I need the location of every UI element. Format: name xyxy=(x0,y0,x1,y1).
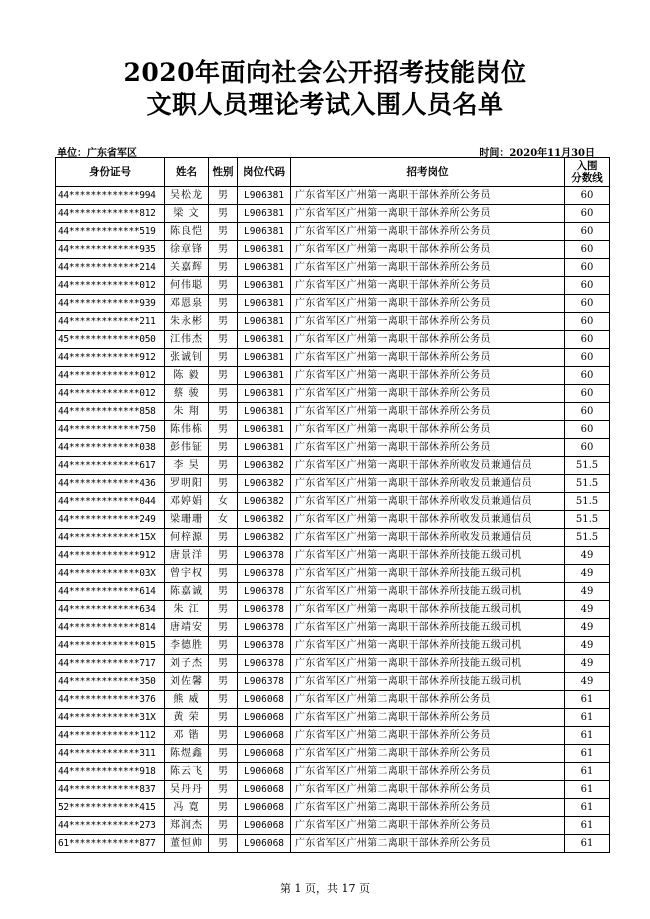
table-row xyxy=(56,241,610,259)
position-cell: 广东省军区广州第一离职干部休养所公务员 xyxy=(291,331,565,349)
table-row xyxy=(56,349,610,367)
code-cell: L906381 xyxy=(238,205,291,223)
sex-cell: 男 xyxy=(209,205,238,223)
score-cell: 60 xyxy=(565,187,610,205)
id-cell: 44*************038 xyxy=(56,439,165,457)
table-row xyxy=(56,763,610,781)
name-cell: 关嘉辉 xyxy=(165,259,209,277)
table-row xyxy=(56,259,610,277)
position-cell: 广东省军区广州第二离职干部休养所公务员 xyxy=(291,691,565,709)
name-cell: 江伟杰 xyxy=(165,331,209,349)
table-row xyxy=(56,403,610,421)
id-cell: 44*************812 xyxy=(56,205,165,223)
table-row xyxy=(56,817,610,835)
sex-cell: 男 xyxy=(209,745,238,763)
table-row xyxy=(56,439,610,457)
position-cell: 广东省军区广州第一离职干部休养所公务员 xyxy=(291,349,565,367)
id-cell: 44*************912 xyxy=(56,349,165,367)
position-cell: 广东省军区广州第一离职干部休养所收发员兼通信员 xyxy=(291,493,565,511)
table-header-row xyxy=(56,158,610,187)
id-cell: 44*************912 xyxy=(56,547,165,565)
sex-cell: 男 xyxy=(209,547,238,565)
position-cell: 广东省军区广州第一离职干部休养所技能五级司机 xyxy=(291,547,565,565)
code-cell: L906378 xyxy=(238,673,291,691)
code-cell: L906378 xyxy=(238,583,291,601)
code-cell: L906068 xyxy=(238,745,291,763)
table-row xyxy=(56,781,610,799)
position-cell: 广东省军区广州第一离职干部休养所公务员 xyxy=(291,259,565,277)
score-cell: 60 xyxy=(565,385,610,403)
code-cell: L906068 xyxy=(238,799,291,817)
score-cell: 49 xyxy=(565,565,610,583)
code-cell: L906381 xyxy=(238,277,291,295)
score-cell: 61 xyxy=(565,745,610,763)
id-cell: 44*************273 xyxy=(56,817,165,835)
score-cell: 60 xyxy=(565,313,610,331)
code-cell: L906381 xyxy=(238,295,291,313)
code-cell: L906378 xyxy=(238,547,291,565)
sex-cell: 男 xyxy=(209,817,238,835)
position-cell: 广东省军区广州第一离职干部休养所公务员 xyxy=(291,223,565,241)
code-cell: L906381 xyxy=(238,439,291,457)
score-cell: 61 xyxy=(565,691,610,709)
table-row xyxy=(56,601,610,619)
id-cell: 44*************249 xyxy=(56,511,165,529)
id-cell: 44*************376 xyxy=(56,691,165,709)
header-position: 招考岗位 xyxy=(291,158,565,187)
position-cell: 广东省军区广州第二离职干部休养所公务员 xyxy=(291,835,565,853)
position-cell: 广东省军区广州第二离职干部休养所公务员 xyxy=(291,745,565,763)
header-score-line2: 分数线 xyxy=(571,172,603,184)
score-cell: 61 xyxy=(565,709,610,727)
id-cell: 44*************634 xyxy=(56,601,165,619)
code-cell: L906381 xyxy=(238,223,291,241)
id-cell: 44*************617 xyxy=(56,457,165,475)
id-cell: 44*************519 xyxy=(56,223,165,241)
score-cell: 49 xyxy=(565,655,610,673)
name-cell: 黄 荣 xyxy=(165,709,209,727)
position-cell: 广东省军区广州第二离职干部休养所公务员 xyxy=(291,817,565,835)
sex-cell: 男 xyxy=(209,439,238,457)
score-cell: 60 xyxy=(565,259,610,277)
sex-cell: 男 xyxy=(209,727,238,745)
code-cell: L906381 xyxy=(238,241,291,259)
id-cell: 44*************814 xyxy=(56,619,165,637)
name-cell: 梁珊珊 xyxy=(165,511,209,529)
code-cell: L906382 xyxy=(238,511,291,529)
name-cell: 熊 威 xyxy=(165,691,209,709)
id-cell: 52*************415 xyxy=(56,799,165,817)
table-row xyxy=(56,385,610,403)
score-cell: 61 xyxy=(565,727,610,745)
code-cell: L906381 xyxy=(238,421,291,439)
table-row xyxy=(56,583,610,601)
candidate-table xyxy=(55,157,610,853)
sex-cell: 男 xyxy=(209,259,238,277)
score-cell: 60 xyxy=(565,349,610,367)
name-cell: 邓婷娟 xyxy=(165,493,209,511)
sex-cell: 男 xyxy=(209,421,238,439)
sex-cell: 男 xyxy=(209,835,238,853)
table-row xyxy=(56,313,610,331)
name-cell: 刘佐馨 xyxy=(165,673,209,691)
sex-cell: 男 xyxy=(209,691,238,709)
name-cell: 陈 毅 xyxy=(165,367,209,385)
sex-cell: 男 xyxy=(209,583,238,601)
name-cell: 徐章锋 xyxy=(165,241,209,259)
sex-cell: 男 xyxy=(209,295,238,313)
table-row xyxy=(56,709,610,727)
code-cell: L906382 xyxy=(238,529,291,547)
code-cell: L906381 xyxy=(238,385,291,403)
id-cell: 44*************750 xyxy=(56,421,165,439)
table-row xyxy=(56,277,610,295)
position-cell: 广东省军区广州第一离职干部休养所技能五级司机 xyxy=(291,655,565,673)
sex-cell: 男 xyxy=(209,619,238,637)
sex-cell: 男 xyxy=(209,223,238,241)
position-cell: 广东省军区广州第一离职干部休养所公务员 xyxy=(291,403,565,421)
position-cell: 广东省军区广州第一离职干部休养所公务员 xyxy=(291,313,565,331)
id-cell: 44*************012 xyxy=(56,385,165,403)
name-cell: 邓恩泉 xyxy=(165,295,209,313)
name-cell: 李德胜 xyxy=(165,637,209,655)
position-cell: 广东省军区广州第一离职干部休养所技能五级司机 xyxy=(291,583,565,601)
position-cell: 广东省军区广州第一离职干部休养所收发员兼通信员 xyxy=(291,457,565,475)
table-row xyxy=(56,547,610,565)
id-cell: 45*************050 xyxy=(56,331,165,349)
code-cell: L906381 xyxy=(238,313,291,331)
code-cell: L906068 xyxy=(238,727,291,745)
sex-cell: 男 xyxy=(209,403,238,421)
id-cell: 44*************436 xyxy=(56,475,165,493)
code-cell: L906068 xyxy=(238,781,291,799)
table-row xyxy=(56,493,610,511)
position-cell: 广东省军区广州第二离职干部休养所公务员 xyxy=(291,763,565,781)
id-cell: 44*************31X xyxy=(56,709,165,727)
table-row xyxy=(56,475,610,493)
score-cell: 61 xyxy=(565,835,610,853)
sex-cell: 男 xyxy=(209,637,238,655)
table-row xyxy=(56,835,610,853)
id-cell: 61*************877 xyxy=(56,835,165,853)
table-body xyxy=(56,187,610,853)
position-cell: 广东省军区广州第一离职干部休养所技能五级司机 xyxy=(291,601,565,619)
position-cell: 广东省军区广州第一离职干部休养所公务员 xyxy=(291,439,565,457)
name-cell: 蔡 骏 xyxy=(165,385,209,403)
sex-cell: 男 xyxy=(209,457,238,475)
position-cell: 广东省军区广州第一离职干部休养所公务员 xyxy=(291,295,565,313)
table-row xyxy=(56,457,610,475)
table-row xyxy=(56,529,610,547)
name-cell: 唐靖安 xyxy=(165,619,209,637)
id-cell: 44*************858 xyxy=(56,403,165,421)
sex-cell: 男 xyxy=(209,187,238,205)
code-cell: L906381 xyxy=(238,349,291,367)
code-cell: L906378 xyxy=(238,565,291,583)
score-cell: 49 xyxy=(565,601,610,619)
score-cell: 60 xyxy=(565,223,610,241)
sex-cell: 男 xyxy=(209,241,238,259)
code-cell: L906378 xyxy=(238,619,291,637)
code-cell: L906378 xyxy=(238,601,291,619)
position-cell: 广东省军区广州第一离职干部休养所公务员 xyxy=(291,241,565,259)
position-cell: 广东省军区广州第一离职干部休养所公务员 xyxy=(291,367,565,385)
position-cell: 广东省军区广州第一离职干部休养所技能五级司机 xyxy=(291,619,565,637)
score-cell: 51.5 xyxy=(565,511,610,529)
id-cell: 44*************03X xyxy=(56,565,165,583)
sex-cell: 男 xyxy=(209,277,238,295)
document-title-line1: 2020年面向社会公开招考技能岗位 xyxy=(123,58,527,87)
score-cell: 61 xyxy=(565,763,610,781)
sex-cell: 男 xyxy=(209,565,238,583)
id-cell: 44*************15X xyxy=(56,529,165,547)
id-cell: 44*************994 xyxy=(56,187,165,205)
score-cell: 49 xyxy=(565,547,610,565)
name-cell: 陈云飞 xyxy=(165,763,209,781)
id-cell: 44*************918 xyxy=(56,763,165,781)
id-cell: 44*************012 xyxy=(56,277,165,295)
name-cell: 陈嘉诚 xyxy=(165,583,209,601)
sex-cell: 男 xyxy=(209,349,238,367)
name-cell: 罗明阳 xyxy=(165,475,209,493)
sex-cell: 女 xyxy=(209,511,238,529)
sex-cell: 男 xyxy=(209,529,238,547)
name-cell: 刘子杰 xyxy=(165,655,209,673)
score-cell: 51.5 xyxy=(565,529,610,547)
table-row xyxy=(56,205,610,223)
score-cell: 51.5 xyxy=(565,457,610,475)
score-cell: 60 xyxy=(565,439,610,457)
name-cell: 李 昊 xyxy=(165,457,209,475)
id-cell: 44*************211 xyxy=(56,313,165,331)
table-row xyxy=(56,799,610,817)
code-cell: L906381 xyxy=(238,367,291,385)
position-cell: 广东省军区广州第二离职干部休养所公务员 xyxy=(291,799,565,817)
sex-cell: 男 xyxy=(209,313,238,331)
sex-cell: 男 xyxy=(209,673,238,691)
position-cell: 广东省军区广州第一离职干部休养所收发员兼通信员 xyxy=(291,529,565,547)
sex-cell: 男 xyxy=(209,781,238,799)
name-cell: 朱 翔 xyxy=(165,403,209,421)
name-cell: 董恒帅 xyxy=(165,835,209,853)
table-row xyxy=(56,331,610,349)
score-cell: 61 xyxy=(565,781,610,799)
name-cell: 陈良恺 xyxy=(165,223,209,241)
id-cell: 44*************350 xyxy=(56,673,165,691)
id-cell: 44*************311 xyxy=(56,745,165,763)
sex-cell: 男 xyxy=(209,331,238,349)
sex-cell: 男 xyxy=(209,709,238,727)
name-cell: 何伟聪 xyxy=(165,277,209,295)
id-cell: 44*************614 xyxy=(56,583,165,601)
date-label: 时间：2020年11月30日 xyxy=(479,148,595,159)
table-row xyxy=(56,745,610,763)
table-row xyxy=(56,511,610,529)
name-cell: 吴松龙 xyxy=(165,187,209,205)
table-row xyxy=(56,367,610,385)
score-cell: 60 xyxy=(565,205,610,223)
code-cell: L906378 xyxy=(238,637,291,655)
position-cell: 广东省军区广州第二离职干部休养所公务员 xyxy=(291,781,565,799)
score-cell: 60 xyxy=(565,277,610,295)
name-cell: 朱永彬 xyxy=(165,313,209,331)
code-cell: L906068 xyxy=(238,835,291,853)
sex-cell: 男 xyxy=(209,475,238,493)
table-row xyxy=(56,565,610,583)
score-cell: 51.5 xyxy=(565,475,610,493)
id-cell: 44*************717 xyxy=(56,655,165,673)
score-cell: 60 xyxy=(565,331,610,349)
position-cell: 广东省军区广州第一离职干部休养所技能五级司机 xyxy=(291,637,565,655)
table-row xyxy=(56,655,610,673)
sex-cell: 男 xyxy=(209,385,238,403)
score-cell: 61 xyxy=(565,799,610,817)
name-cell: 何梓源 xyxy=(165,529,209,547)
code-cell: L906382 xyxy=(238,457,291,475)
score-cell: 49 xyxy=(565,583,610,601)
position-cell: 广东省军区广州第一离职干部休养所技能五级司机 xyxy=(291,565,565,583)
table-row xyxy=(56,673,610,691)
name-cell: 朱 江 xyxy=(165,601,209,619)
unit-label: 单位：广东省军区 xyxy=(57,148,137,159)
id-cell: 44*************112 xyxy=(56,727,165,745)
table-row xyxy=(56,295,610,313)
position-cell: 广东省军区广州第一离职干部休养所公务员 xyxy=(291,187,565,205)
name-cell: 彭伟钲 xyxy=(165,439,209,457)
sex-cell: 男 xyxy=(209,655,238,673)
position-cell: 广东省军区广州第一离职干部休养所公务员 xyxy=(291,421,565,439)
header-score-line1: 入围 xyxy=(576,160,598,172)
code-cell: L906382 xyxy=(238,475,291,493)
position-cell: 广东省军区广州第一离职干部休养所公务员 xyxy=(291,277,565,295)
document-title-line2: 文职人员理论考试入围人员名单 xyxy=(146,90,504,119)
sex-cell: 男 xyxy=(209,763,238,781)
code-cell: L906068 xyxy=(238,817,291,835)
score-cell: 60 xyxy=(565,241,610,259)
table-row xyxy=(56,691,610,709)
position-cell: 广东省军区广州第二离职干部休养所公务员 xyxy=(291,709,565,727)
page-footer: 第 1 页，共 17 页 xyxy=(280,882,370,895)
code-cell: L906378 xyxy=(238,655,291,673)
header-score xyxy=(565,158,610,187)
score-cell: 49 xyxy=(565,637,610,655)
score-cell: 60 xyxy=(565,295,610,313)
sex-cell: 女 xyxy=(209,493,238,511)
code-cell: L906068 xyxy=(238,691,291,709)
score-cell: 49 xyxy=(565,673,610,691)
code-cell: L906381 xyxy=(238,331,291,349)
code-cell: L906381 xyxy=(238,187,291,205)
name-cell: 张诚钊 xyxy=(165,349,209,367)
score-cell: 60 xyxy=(565,403,610,421)
score-cell: 60 xyxy=(565,367,610,385)
code-cell: L906068 xyxy=(238,763,291,781)
sex-cell: 男 xyxy=(209,799,238,817)
name-cell: 梁 文 xyxy=(165,205,209,223)
table-row xyxy=(56,637,610,655)
table-row xyxy=(56,187,610,205)
header-sex: 性别 xyxy=(209,158,238,187)
name-cell: 冯 寛 xyxy=(165,799,209,817)
score-cell: 49 xyxy=(565,619,610,637)
name-cell: 陈煜鑫 xyxy=(165,745,209,763)
sex-cell: 男 xyxy=(209,601,238,619)
position-cell: 广东省军区广州第一离职干部休养所收发员兼通信员 xyxy=(291,511,565,529)
score-cell: 61 xyxy=(565,817,610,835)
header-id: 身份证号 xyxy=(56,158,165,187)
code-cell: L906382 xyxy=(238,493,291,511)
code-cell: L906381 xyxy=(238,259,291,277)
table-row xyxy=(56,223,610,241)
score-cell: 60 xyxy=(565,421,610,439)
name-cell: 吴丹丹 xyxy=(165,781,209,799)
id-cell: 44*************044 xyxy=(56,493,165,511)
table-row xyxy=(56,727,610,745)
position-cell: 广东省军区广州第二离职干部休养所公务员 xyxy=(291,727,565,745)
id-cell: 44*************935 xyxy=(56,241,165,259)
header-name: 姓名 xyxy=(165,158,209,187)
score-cell: 51.5 xyxy=(565,493,610,511)
name-cell: 郑润杰 xyxy=(165,817,209,835)
name-cell: 唐景洋 xyxy=(165,547,209,565)
table-row xyxy=(56,421,610,439)
id-cell: 44*************214 xyxy=(56,259,165,277)
name-cell: 邓 锴 xyxy=(165,727,209,745)
position-cell: 广东省军区广州第一离职干部休养所收发员兼通信员 xyxy=(291,475,565,493)
position-cell: 广东省军区广州第一离职干部休养所公务员 xyxy=(291,205,565,223)
id-cell: 44*************012 xyxy=(56,367,165,385)
code-cell: L906068 xyxy=(238,709,291,727)
header-code: 岗位代码 xyxy=(238,158,291,187)
position-cell: 广东省军区广州第一离职干部休养所技能五级司机 xyxy=(291,673,565,691)
name-cell: 曾宇权 xyxy=(165,565,209,583)
table-row xyxy=(56,619,610,637)
id-cell: 44*************015 xyxy=(56,637,165,655)
name-cell: 陈伟栋 xyxy=(165,421,209,439)
sex-cell: 男 xyxy=(209,367,238,385)
code-cell: L906381 xyxy=(238,403,291,421)
id-cell: 44*************939 xyxy=(56,295,165,313)
id-cell: 44*************837 xyxy=(56,781,165,799)
position-cell: 广东省军区广州第一离职干部休养所公务员 xyxy=(291,385,565,403)
